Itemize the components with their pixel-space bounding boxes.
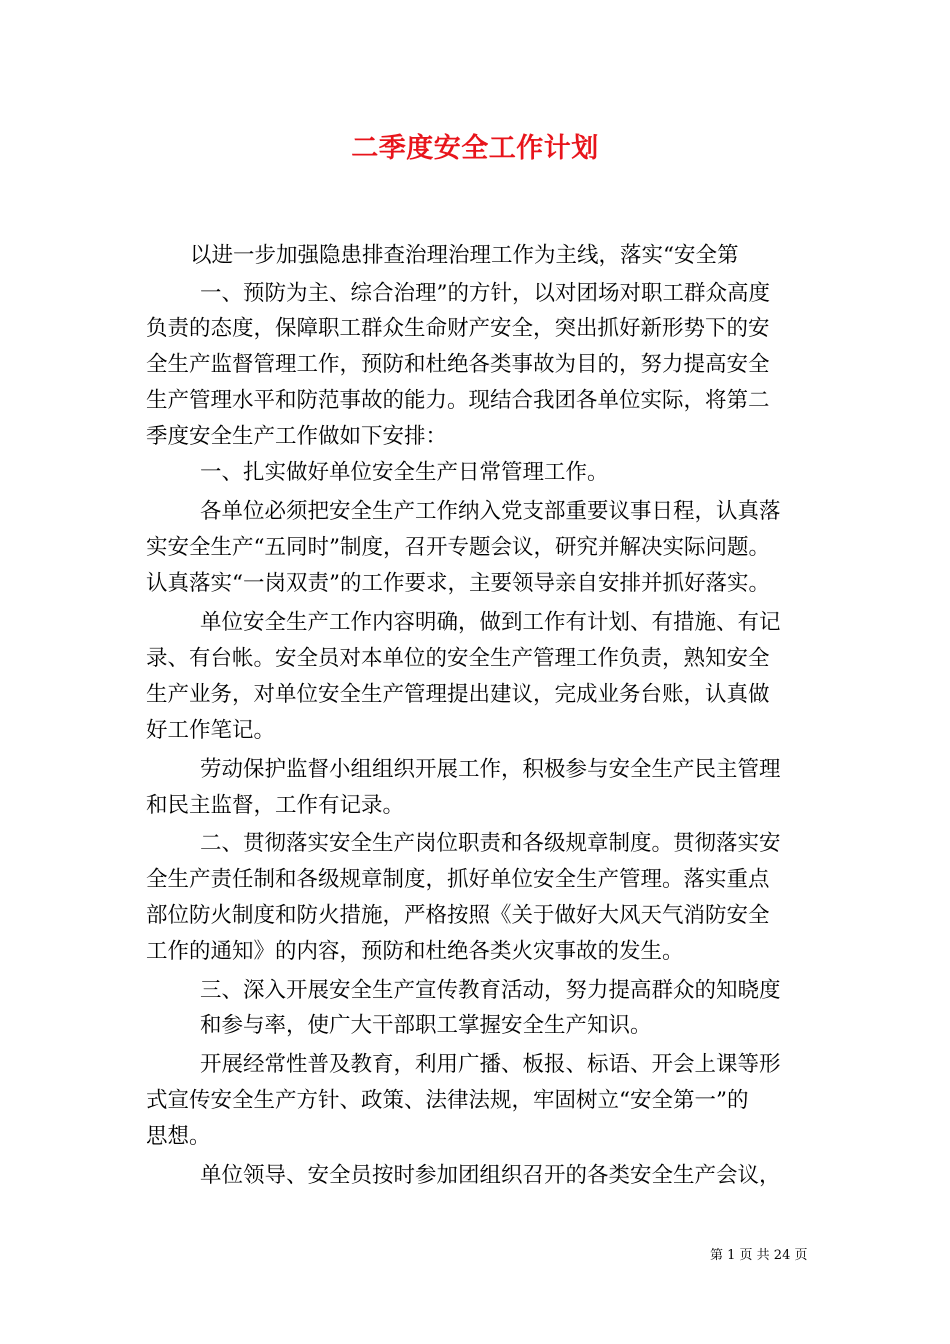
paragraph-line: 认真落实“一岗双责”的工作要求，主要领导亲自安排并抓好落实。 xyxy=(146,571,770,596)
paragraph-line: 负责的态度，保障职工群众生命财产安全，突出抓好新形势下的安 xyxy=(146,316,770,341)
paragraph-line: 和参与率，使广大干部职工掌握安全生产知识。 xyxy=(200,1013,652,1038)
page-number-footer: 第 1 页 共 24 页 xyxy=(710,1248,808,1263)
paragraph-line: 全生产责任制和各级规章制度，抓好单位安全生产管理。落实重点 xyxy=(146,867,770,892)
paragraph-line: 实安全生产“五同时”制度，召开专题会议，研究并解决实际问题。 xyxy=(146,535,770,560)
paragraph-line: 一、预防为主、综合治理”的方针，以对团场对职工群众高度 xyxy=(200,281,770,306)
paragraph-line: 生产管理水平和防范事故的能力。现结合我团各单位实际，将第二 xyxy=(146,388,770,413)
paragraph-line: 录、有台帐。安全员对本单位的安全生产管理工作负责，熟知安全 xyxy=(146,646,770,671)
paragraph-line: 和民主监督，工作有记录。 xyxy=(146,793,405,818)
paragraph-line: 季度安全生产工作做如下安排： xyxy=(146,424,448,449)
paragraph-line: 思想。 xyxy=(146,1124,211,1149)
paragraph-line: 各单位必须把安全生产工作纳入党支部重要议事日程，认真落 xyxy=(200,499,781,524)
paragraph-line: 全生产监督管理工作，预防和杜绝各类事故为目的，努力提高安全 xyxy=(146,352,770,377)
paragraph-line: 式宣传安全生产方针、政策、法律法规，牢固树立“安全第一”的 xyxy=(146,1088,749,1113)
section-heading: 三、深入开展安全生产宣传教育活动，努力提高群众的知晓度 xyxy=(200,978,781,1003)
paragraph-line: 单位安全生产工作内容明确，做到工作有计划、有措施、有记 xyxy=(200,610,781,635)
paragraph-line: 生产业务，对单位安全生产管理提出建议，完成业务台账，认真做 xyxy=(146,682,770,707)
document-title: 二季度安全工作计划 xyxy=(351,133,599,164)
paragraph-line: 开展经常性普及教育，利用广播、板报、标语、开会上课等形 xyxy=(200,1052,781,1077)
paragraph-line: 以进一步加强隐患排查治理治理工作为主线，落实“安全第 xyxy=(190,243,739,268)
paragraph-line: 好工作笔记。 xyxy=(146,718,276,743)
section-heading: 一、扎实做好单位安全生产日常管理工作。 xyxy=(200,460,609,485)
section-heading: 二、贯彻落实安全生产岗位职责和各级规章制度。贯彻落实安 xyxy=(200,831,781,856)
paragraph-line: 劳动保护监督小组组织开展工作，积极参与安全生产民主管理 xyxy=(200,757,781,782)
paragraph-line: 部位防火制度和防火措施，严格按照《关于做好大风天气消防安全 xyxy=(146,903,770,928)
paragraph-line: 单位领导、安全员按时参加团组织召开的各类安全生产会议， xyxy=(200,1163,781,1188)
paragraph-line: 工作的通知》的内容，预防和杜绝各类火灾事故的发生。 xyxy=(146,939,684,964)
